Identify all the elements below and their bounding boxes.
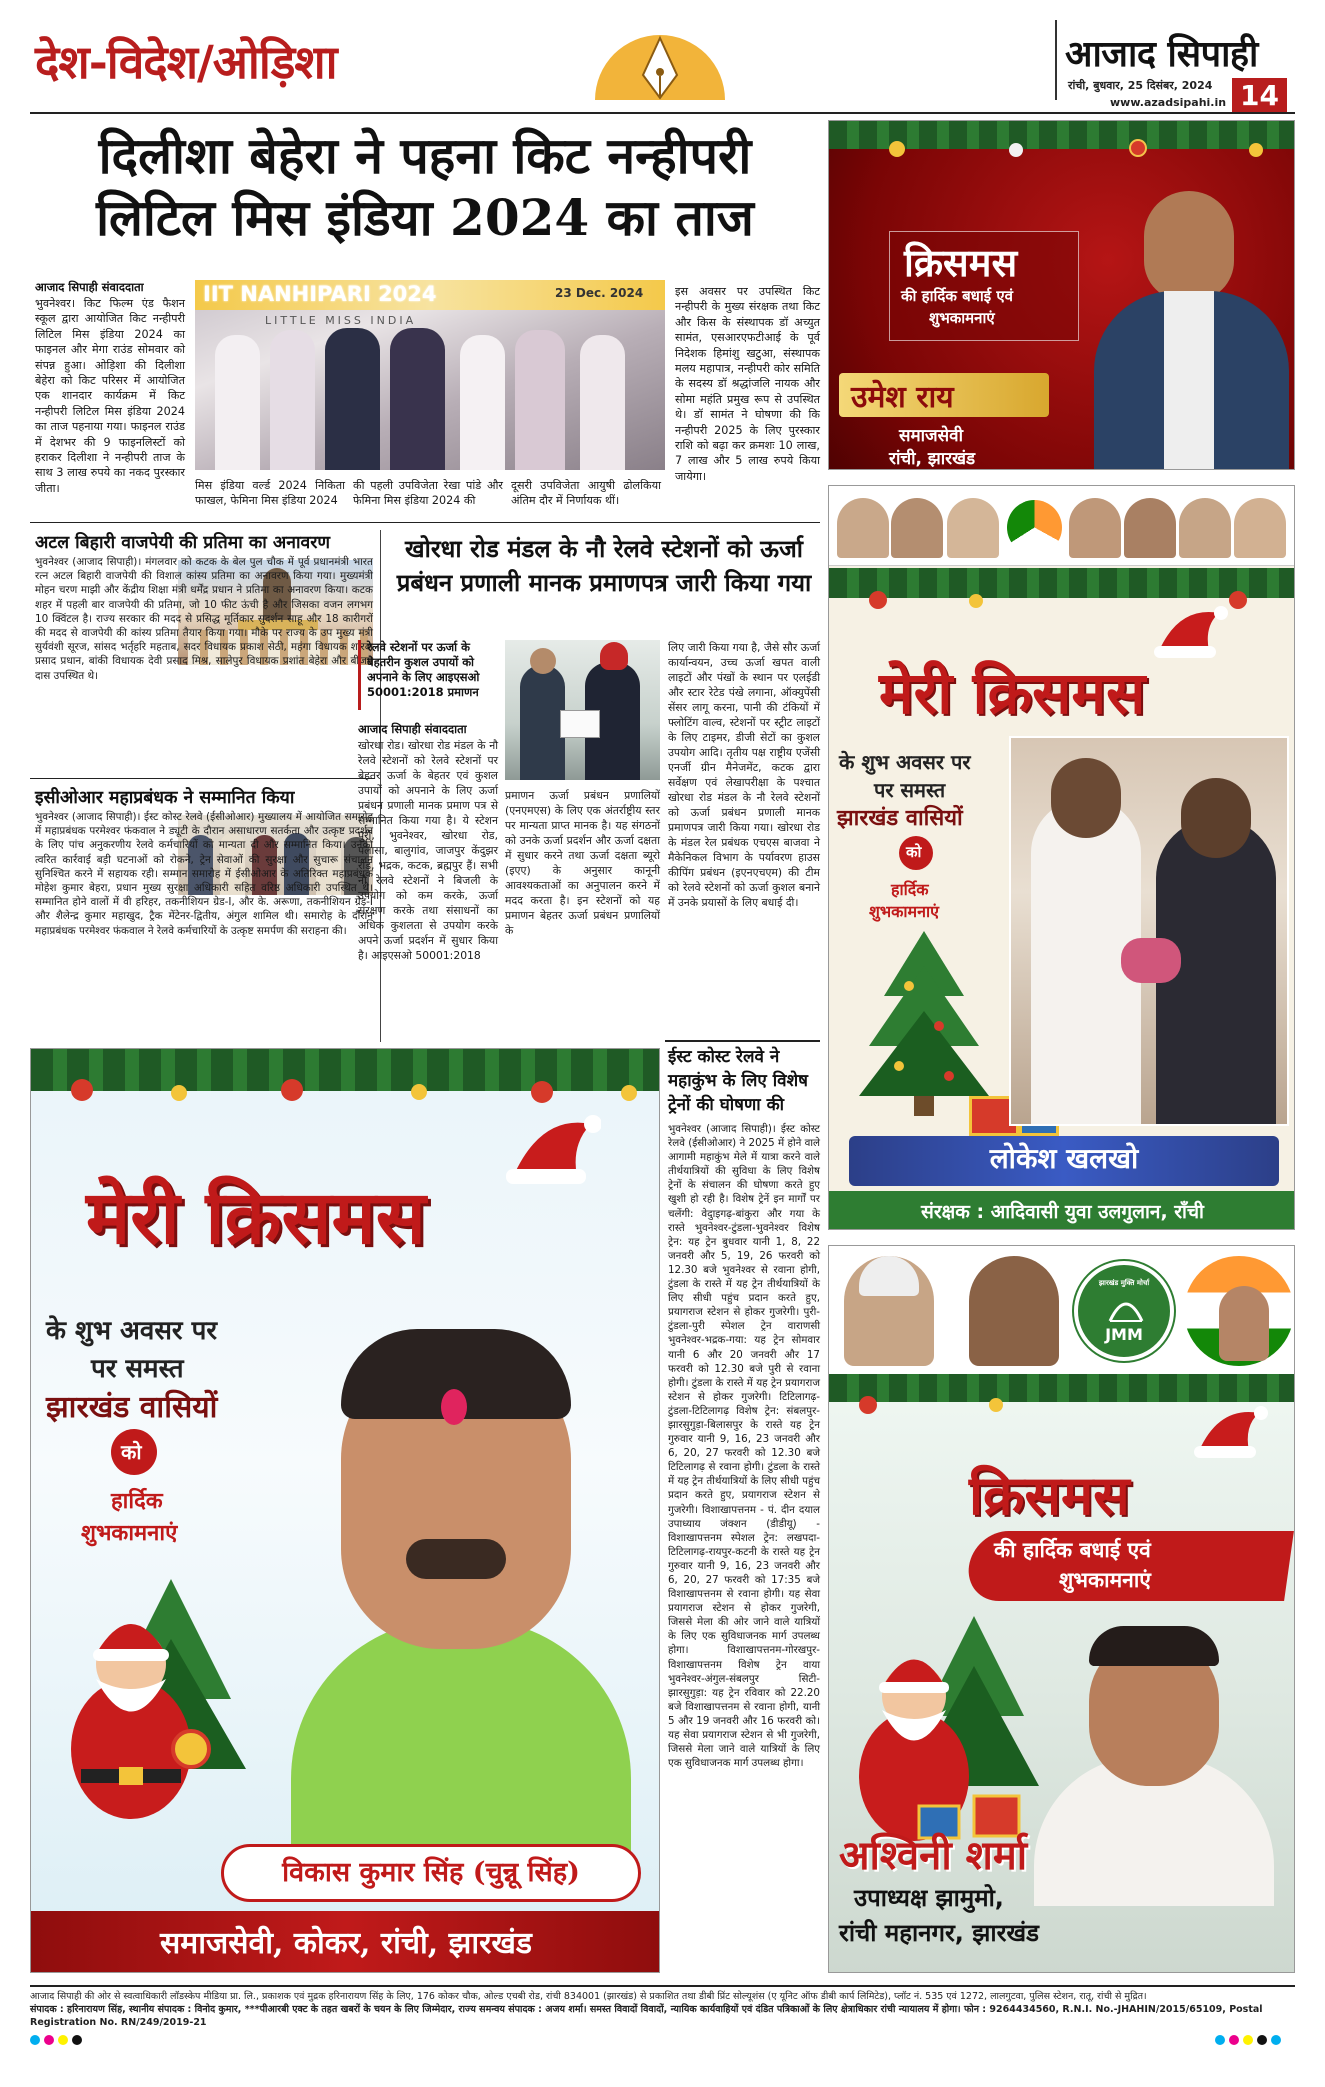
ad3-line3: झारखंड वासियों	[46, 1390, 218, 1425]
jmm-bow-icon	[1106, 1293, 1146, 1323]
atal-headline: अटल बिहारी वाजपेयी की प्रतिमा का अनावरण	[35, 533, 331, 553]
ad2-line5: हार्दिक	[891, 880, 929, 899]
ad2-santa-hat-icon	[1149, 601, 1229, 661]
ad-umesh-rai	[828, 120, 1295, 470]
khurda-headline-line2: प्रबंधन प्रणाली मानक प्रमाणपत्र जारी किया गया	[396, 568, 812, 597]
khurda-kicker: रेलवे स्टेशनों पर ऊर्जा के बेहतरीन कुशल उपायों को अपनाने के लिए आइएसओ 50001:2018 प्रमाणन	[367, 640, 480, 699]
paper-name: आजाद सिपाही	[1065, 33, 1258, 75]
registration-marks-left	[30, 2035, 110, 2047]
ad-vikas-kumar-singh	[30, 1048, 660, 1973]
khurda-col1: खोरधा रोड। खोरधा रोड मंडल के नौ रेलवे स्टेशनों को रेलवे स्टेशनों पर बेहतर ऊर्जा के बेहतर एवं कुशल उपायों को अपनाने के लिए ऊर्जा प्रबंधन प्रणाली मानक प्रमाण पत्र से सम्मानित किया गया है। ये स्टेशन पुरी, भुवनेश्वर, खोरधा रोड, पलासा, बालुगांव, जाजपुर केंदुझर रोड, भद्रक, कटक, ब्रह्मपुर हैं। सभी नौ रेलवे स्टेशनों ने बिजली के उपयोग को कम करके, ऊर्जा संरक्षण करके तथा संसाधनों का अधिक कुशलता से उपयोग करके अपने ऊर्जा प्रदर्शन में सुधार किया है। आइएसओ 50001:2018	[358, 739, 498, 962]
photo-sub: LITTLE MISS INDIA	[265, 314, 417, 327]
ad1-name: उमेश राय	[851, 380, 954, 415]
jmm-logo	[1074, 1261, 1174, 1361]
ad3-role: समाजसेवी, कोकर, रांची, झारखंड	[160, 1926, 532, 1961]
section-title: देश-विदेश/ओड़िशा	[35, 35, 337, 89]
lead-caption2: की पहली उपविजेता रेखा पांडे और फेमिना मिस इंडिया 2024 की	[353, 479, 503, 508]
khurda-col3: लिए जारी किया गया है, जैसे सौर ऊर्जा कार्यान्वयन, उच्च ऊर्जा खपत वाली लाइटों और पंखों के स्थान पर एलईडी और स्टार रेटेड पंखे लगाना, ऑक्युपेंसी सेंसर लागू करना, पानी की टंकियों में फ्लोटिंग वाल्व, स्टेशनों पर स्ट्रीट लाइटों के लिए टाइमर, डीजी सेटों का कुशल उपयोग आदि। तृतीय पक्ष राष्ट्रीय एजेंसी एनर्जी ग्रीन मैनेजमेंट, कटक द्वारा सर्वेक्षण एवं लेखापरीक्षा के पश्चात खोरधा रोड मंडल के नौ रेलवे स्टेशनों को ऊर्जा प्रबंधन प्रणाली मानक प्रमाणपत्र जारी किया गया। खोरधा रोड के मंडल रेल प्रबंधक एचएस बाजवा ने मैकेनिकल विभाग के पर्यावरण हाउस कीपिंग प्रबंधन (इएनएचएम) की टीम को रेलवे स्टेशनों को ऊर्जा कुशल बनाने में उनके प्रयासों के लिए बधाई दी।	[668, 641, 820, 909]
khurda-col2: प्रमाणन ऊर्जा प्रबंधन प्रणालियों (एनएमएस) के लिए एक अंतर्राष्ट्रीय स्तर पर मान्यता प्राप्त मानक है। यह संगठनों को उनके ऊर्जा प्रदर्शन और ऊर्जा दक्षता में सुधार करने तथा ऊर्जा दक्षता ब्यूरो (इएए) के अनुसार कानूनी आवश्यकताओं का अनुपालन करने में मदद करता है। इन स्टेशनों को यह प्रमाणन बेहतर ऊर्जा प्रबंधन प्रणालियों के	[505, 789, 660, 937]
footer-line1: आजाद सिपाही की ओर से स्वत्वाधिकारी लॉडस्केप मीडिया प्रा. लि., प्रकाशक एवं मुद्रक हरिनारायण सिंह के लिए, 176 कोकर चौक, ओल्ड एचबी रोड, रांची 834001 (झारखंड) से प्रकाशित तथा डीबी प्रिंट सोल्यूशंस (ए यूनिट ऑफ डीबी कार्प लिमिटेड), प्लॉट नं. 535 एवं 1272, लालगुटवा, पुलिस स्टेशन, रातू, रांची से मुद्रित।	[30, 1991, 1147, 2002]
ad3-santa-hat-icon	[501, 1109, 601, 1189]
lead-col1: भुवनेश्वर। किट फिल्म एंड फैशन स्कूल द्वारा आयोजित किट नन्हीपरी लिटिल मिस इंडिया 2024 का फाइनल और मेगा राउंड सोमवार को संपन्न हुआ। ओड़िशा की दिलीशा बेहेरा को किट परिसर में आयोजित एक शानदार कार्यक्रम में किट नन्हीपरी लिटिल मिस इंडिया 2024 का ताज पहनाया गया। फाइनल राउंड में देशभर की 9 फाइनलिस्टों को हराकर दिलीशा ने नन्हीपरी ताज के साथ 3 लाख रुपये का नकद पुरस्कार जीता।	[35, 297, 185, 495]
dateline: रांची, बुधवार, 25 दिसंबर, 2024	[1068, 79, 1213, 92]
ad-ashwini-sharma	[828, 1245, 1295, 1973]
khurda-headline	[388, 532, 820, 600]
lead-headline	[30, 125, 820, 249]
ad4-title: क्रिसमस	[969, 1463, 1130, 1527]
ad3-line2: पर समस्त	[91, 1354, 184, 1384]
lead-caption1: मिस इंडिया वर्ल्ड 2024 निकिता फाखल, फेमिना मिस इंडिया 2024	[195, 479, 345, 508]
khurda-photo	[505, 640, 660, 780]
ad4-role: उपाध्यक्ष झामुमो,	[854, 1884, 1004, 1912]
registration-marks	[1215, 2035, 1295, 2047]
ad3-line4: को	[121, 1440, 142, 1464]
lead-photo	[195, 280, 665, 470]
ad2-line3: झारखंड वासियों	[837, 805, 963, 831]
photo-banner: IIT NANHIPARI 2024	[203, 282, 437, 306]
ad3-line1: के शुभ अवसर पर	[46, 1316, 218, 1346]
ad4-name: अश्विनी शर्मा	[839, 1832, 1028, 1879]
lead-caption3: दूसरी उपविजेता आयुषी ढोलकिया अंतिम दौर में निर्णायक थीं।	[511, 479, 661, 508]
ad1-portrait	[1084, 181, 1294, 470]
ad2-patron: संरक्षक : आदिवासी युवा उलगुलान, रॉंची	[921, 1201, 1204, 1223]
pen-nib-logo-icon	[585, 20, 735, 105]
ad3-title: मेरी क्रिसमस	[86, 1175, 426, 1261]
ad3-line6: शुभकामनाएं	[81, 1521, 178, 1546]
ad4-sub2: शुभकामनाएं	[1059, 1568, 1151, 1592]
lead-col4: इस अवसर पर उपस्थित किट नन्हीपरी के मुख्य संरक्षक तथा किट और किस के संस्थापक डॉ अच्युत सामंत, एसआरएफटीआई के पूर्व निदेशक हिमांशु खटुआ, संस्थापक मलय महापात्र, नन्हीपरी कोर समिति के सदस्य डॉ श्रद्धांजलि नायक और सोमा महंति प्रमुख रूप से उपस्थित थे। डॉ सामंत ने घोषणा की कि नन्हीपरी 2025 के लिए पुरस्कार राशि को बढ़ा कर क्रमशः 10 लाख, 7 लाख और 5 लाख रुपये किया जायेगा।	[675, 285, 820, 483]
ad2-line4: को	[906, 843, 922, 861]
ad2-tree-icon	[854, 926, 994, 1116]
khurda-byline: आजाद सिपाही संवाददाता	[358, 722, 467, 736]
lead-headline-line2: लिटिल मिस इंडिया 2024 का ताज	[96, 188, 754, 247]
masthead	[0, 0, 1325, 110]
khurda-headline-line1: खोरधा रोड मंडल के नौ रेलवे स्टेशनों को ऊर्जा	[404, 534, 804, 563]
ad3-portrait	[231, 1289, 660, 1879]
ad2-name: लोकेश खलखो	[989, 1142, 1139, 1175]
ecor-headline: इसीओआर महाप्रबंधक ने सम्मानित किया	[35, 788, 295, 808]
lead-byline: आजाद सिपाही संवाददाता	[35, 280, 144, 294]
page-number: 14	[1232, 78, 1287, 114]
footer-imprint	[30, 1990, 1295, 2029]
ecor-body: भुवनेश्वर (आजाद सिपाही)। ईस्ट कोस्ट रेलवे (ईसीओआर) मुख्यालय में आयोजित समारोह में महाप्रबंधक परमेश्वर फंकवाल ने ड्यूटी के दौरान असाधारण सतर्कता और उत्कृष्ट प्रदर्शन के लिए पांच अनुकरणीय रेलवे कर्मचारियों को मान्यता दी और सम्मानित किया। उनकी त्वरित कार्रवाई बड़ी घटनाओं को रोकने, ट्रेन सेवाओं की सुरक्षा और सुचारू संचालन सुनिश्चित करने में सहायक रही। सम्मान समारोह में ईसीओआर के अतिरिक्त महाप्रबंधक मोहेश कुमार बेहरा, प्रधान मुख्य सुरक्षा अधिकारी सहित वरिष्ठ अधिकारी उपस्थित थे। सम्मानित होने वालों में वी हरिहर, तकनीशियन ग्रेड-I, और के. अरूणा, तकनीशियन ग्रेड-I और शैलेन्द्र कुमार महाखुद, ट्रैक मेंटेनर-द्वितीय, अंगुल शामिल थी। समारोह के दौरान महाप्रबंधक परमेश्वर फंकवाल ने रेलवे कर्मचारियों के उत्कृष्ट समर्पण की सराहना की।	[35, 811, 373, 937]
ad3-santa-icon	[51, 1569, 251, 1829]
ad2-photo	[1009, 736, 1289, 1126]
ad1-role: समाजसेवी	[899, 426, 964, 446]
ad3-line5: हार्दिक	[111, 1489, 163, 1514]
ad4-place: रांची महानगर, झारखंड	[839, 1919, 1039, 1947]
ad1-sub2: शुभकामनाएं	[929, 309, 995, 327]
ad2-leaders-strip	[829, 486, 1295, 566]
ad-lokesh-khalkho	[828, 485, 1295, 1230]
ad2-title: मेरी क्रिसमस	[879, 659, 1146, 727]
ad2-line6: शुभकामनाएं	[869, 902, 940, 921]
lead-headline-line1: दिलीशा बेहेरा ने पहना किट नन्हीपरी	[98, 126, 752, 185]
atal-body: भुवनेश्वर (आजाद सिपाही)। मंगलवार को कटक के बेल पुल चौक में पूर्व प्रधानमंत्री भारत रत्न अटल बिहारी वाजपेयी की विशाल कांस्य प्रतिमा का अनावरण किया गया। मुख्यमंत्री मोहन चरण माझी और केंद्रीय शिक्षा मंत्री धर्मेंद्र प्रधान ने प्रतिमा का अनावरण किया। कटक शहर में पहली बार वाजपेयी की प्रतिमा, जो 10 फीट ऊंची है और जिसका वजन लगभग 10 क्विंटल है। राज्य सरकार की मदद से प्रसिद्ध मूर्तिकार सुदर्शन साहू और 18 कारीगरों की मदद से वाजपेयी की कांस्य प्रतिमा तैयार किया गया। मौके पर राज्य के उप मुख्य मंत्री सुर्यवंशी सूरज, सांसद भर्तृहरि महताब, सदर विधायक प्रकाश सेठी, महंगा विधायक शारदा प्रसाद प्रधान, बांकी विधायक देवी प्रसाद मिश्र, सालेपुर विधायक प्रशांत बेहेरा और बीजम दास उपस्थित थे।	[35, 556, 373, 682]
ad4-sub1: की हार्दिक बधाई एवं	[994, 1538, 1151, 1562]
ad1-place: रांची, झारखंड	[889, 449, 976, 469]
ad3-name: विकास कुमार सिंह (चुन्नू सिंह)	[282, 1857, 580, 1888]
photo-date: 23 Dec. 2024	[555, 286, 644, 300]
jmm-logo-text: JMM	[1105, 1325, 1143, 1344]
website[interactable]: www.azadsipahi.in	[1110, 96, 1227, 109]
jmm-logo-arc: झारखंड मुक्ति मोर्चा	[1098, 1279, 1150, 1287]
kumbh-body: भुवनेश्वर (आजाद सिपाही)। ईस्ट कोस्ट रेलवे (ईसीओआर) ने 2025 में होने वाले आगामी महाकुंभ मेले में यात्रा करने वाले तीर्थयात्रियों की सुविधा के लिए विशेष ट्रेनों के संचालन की घोषणा करते हुए खुशी हो रही है। विशेष ट्रेनें इन मार्गों पर चलेंगी: वेदुाइगढ़-बांकुरा और गया के रास्ते भुवनेश्वर-टुंडला-भुवनेश्वर विशेष ट्रेन: यह ट्रेन बुधवार यानी 1, 8, 22 जनवरी और 5, 19, 26 फरवरी को 12.30 बजे भुवनेश्वर से रवाना होगी, टुंडला के रास्ते में यह ट्रेन तीर्थयात्रियों के लिए सीधी पहुंच प्रदान करते हुए, प्रयागराज स्टेशन से होकर गुजरेगी। पुरी-टुंडला-पुरी स्पेशल ट्रेन वाराणसी भुवनेश्वर-भद्रक-गया: यह ट्रेन सोमवार यानी 6 और 20 जनवरी और 17 फरवरी को 12.30 बजे पुरी से रवाना होगी। टुंडला के रास्ते में यह ट्रेन प्रयागराज स्टेशन से होकर गुजरेगी। टिटिलागढ़-टुंडला-टिटिलागढ़ विशेष ट्रेन: संबलपुर-झारसुगुड़ा-बिलासपुर के रास्ते यह ट्रेन गुरुवार यानी 9, 16, 23 जनवरी और 6, 20, 27 फरवरी को 12.30 बजे टिटिलागढ़ से रवाना होगी। टुंडला के रास्ते में यह ट्रेन तीर्थयात्रियों के लिए सीधी पहुंच प्रदान करते हुए, प्रयागराज स्टेशन से गुजरेगी। विशाखापत्तनम - पं. दीन दयाल उपाध्याय जंक्शन (डीडीयू) - विशाखापत्तनम स्पेशल ट्रेन: लखपदा-टिटिलागढ़-रायपुर-कटनी के रास्ते यह ट्रेन गुरुवार यानी 9, 16, 23 जनवरी और 6, 20, 27 फरवरी को 17:35 बजे विशाखापत्तनम से रवाना होगी। यह सेवा प्रयागराज स्टेशन से होकर गुजरेगी, जिससे मेला की ओर जाने वाले यात्रियों के लिए एक सुविधाजनक मार्ग उपलब्ध होगा। विशाखापत्तनम-गोरखपुर-विशाखापत्तनम विशेष ट्रेन वाया भुवनेश्वर-अंगुल-संबलपुर सिटी-झारसुगुड़ा: यह ट्रेन रविवार को 22.20 बजे विशाखापत्तनम से रवाना होगी, यानी 5 और 19 जनवरी और 16 फरवरी को। यह सेवा प्रयागराज स्टेशन से भी गुजरेगी, जिससे मेला जाने वाले यात्रियों के लिए एक सुविधाजनक मार्ग उपलब्ध होगा।	[668, 1123, 820, 1770]
ad1-sub1: की हार्दिक बधाई एवं	[901, 287, 1013, 305]
footer-line2: संपादक : हरिनारायण सिंह, स्थानीय संपादक : विनोद कुमार, ***पीआरबी एक्ट के तहत खबरों के चयन के लिए जिम्मेदार, राज्य समन्वय संपादक : अजय शर्मा। समस्त विवादों विवादों, न्यायिक कार्यवाहियों एवं दंडित पत्रिकाओं के लिए क्षेत्राधिकार रांची न्यायालय में होगा। फोन : 9264434560, R.N.I. No.-JHAHIN/2015/65109, Postal Registration No. RN/249/2019-21	[30, 2004, 1263, 2028]
ad2-line1: के शुभ अवसर पर	[839, 750, 971, 774]
ad4-santa-hat-icon	[1189, 1401, 1269, 1461]
ad2-line2: पर समस्त	[874, 778, 946, 802]
ad1-title: क्रिसमस	[904, 240, 1018, 285]
kumbh-headline: ईस्ट कोस्ट रेलवे ने महाकुंभ के लिए विशेष ट्रेनों की घोषणा की	[668, 1047, 808, 1115]
